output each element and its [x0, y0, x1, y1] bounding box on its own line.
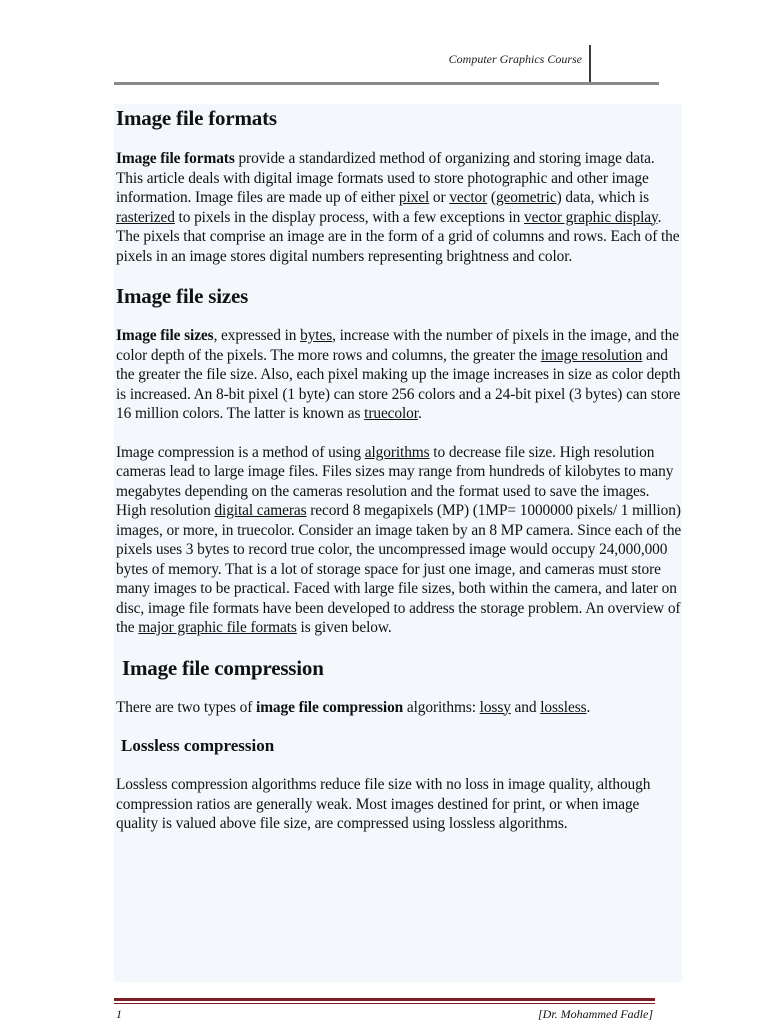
link-pixel[interactable]: pixel	[398, 189, 430, 206]
text: algorithms:	[403, 698, 480, 716]
text: . The pixels that comprise an image are in the form of a grid of columns and rows. Each of the pixels in an image stores digital numbers representing brightness and color.	[116, 208, 680, 265]
footer-rule	[114, 998, 655, 1001]
content-area	[114, 104, 682, 982]
text: or	[429, 189, 450, 206]
link-bytes[interactable]: bytes	[300, 327, 333, 344]
text: , increase with the number of pixels in the image, and the color depth of the pixels. The more rows and columns, the greater the	[116, 327, 679, 364]
paragraph-lossless: Lossless compression algorithms reduce file size with no loss in image quality, although compression ratios are generally weak. Most images destined for print, or when image quality is valued above file size, are compressed using lossless algorithms.	[116, 776, 651, 832]
text: ) data, which is	[556, 189, 650, 206]
link-algorithms[interactable]: algorithms	[364, 443, 430, 461]
text: to pixels in the display process, with a few exceptions in	[174, 208, 525, 226]
text: There are two types of	[116, 698, 257, 716]
paragraph-compression-types	[116, 698, 682, 718]
text: provide a standardized method of organizing and storing image data. This article deals with digital image formats used to store photographic and other image information. Image files are made up of either	[116, 150, 655, 206]
page-number: 1	[116, 1007, 122, 1021]
link-vector-graphic-display[interactable]: vector graphic display	[524, 208, 658, 226]
link-lossless[interactable]: lossless	[540, 698, 587, 716]
text: to decrease file size. High resolution cameras lead to large image files. Files sizes may range from hundreds of kilobytes to many megabytes depending on the cameras resolution and the format used to save the images. High resolution	[116, 443, 674, 519]
heading-image-file-compression: Image file compression	[122, 655, 324, 680]
text: .	[586, 698, 591, 716]
heading-image-file-sizes: Image file sizes	[116, 284, 249, 308]
link-truecolor[interactable]: truecolor	[364, 405, 418, 422]
lead-term: Image file sizes	[116, 327, 214, 344]
bold-term: image file compression	[256, 698, 404, 716]
header-vertical-bar	[589, 45, 591, 83]
link-rasterized[interactable]: rasterized	[116, 208, 175, 226]
lead-term: Image file formats	[116, 150, 235, 167]
text: is given below.	[296, 619, 392, 636]
author-name: [Dr. Mohammed Fadle]	[538, 1007, 653, 1021]
text: and the greater the file size. Also, each pixel making up the image increases in size as color depth is increased. An 8-bit pixel (1 byte) can store 256 colors and a 24-bit pixel (3 bytes) can store 16 million colors. The latter is known as	[116, 346, 681, 422]
course-title: Computer Graphics Course	[448, 52, 582, 66]
link-vector[interactable]: vector	[449, 189, 488, 206]
text: , expressed in	[213, 327, 301, 344]
text: record 8 megapixels (MP) (1MP= 1000000 pixels/ 1 million) images, or more, in truecolor. Consider an image taken by an 8 MP camera. Since each of the pixels uses 3 bytes to record true color, the uncompressed image would occupy 24,000,000 bytes of memory. That is a lot of storage space for just one image, and cameras must store many images to be practical. Faced with large file sizes, both within the camera, and later on disc, image file formats have been developed to address the storage problem. An overview of the	[116, 502, 682, 636]
footer-rule-thin	[114, 1003, 655, 1004]
link-digital-cameras[interactable]: digital cameras	[214, 502, 307, 519]
link-lossy[interactable]: lossy	[479, 698, 511, 716]
paragraph-formats	[116, 149, 682, 266]
link-image-resolution[interactable]: image resolution	[540, 346, 643, 364]
heading-image-file-formats: Image file formats	[116, 106, 277, 130]
text: Image compression is a method of using	[116, 443, 365, 461]
link-geometric[interactable]: geometric	[495, 189, 557, 206]
text: and	[510, 698, 541, 716]
link-major-graphic-file-formats[interactable]: major graphic file formats	[138, 619, 297, 636]
text: .	[417, 405, 422, 422]
text: (	[487, 189, 496, 206]
paragraph-sizes	[116, 326, 682, 424]
header-rule	[114, 82, 659, 85]
heading-lossless-compression: Lossless compression	[121, 736, 275, 755]
paragraph-compression-intro	[116, 443, 682, 638]
